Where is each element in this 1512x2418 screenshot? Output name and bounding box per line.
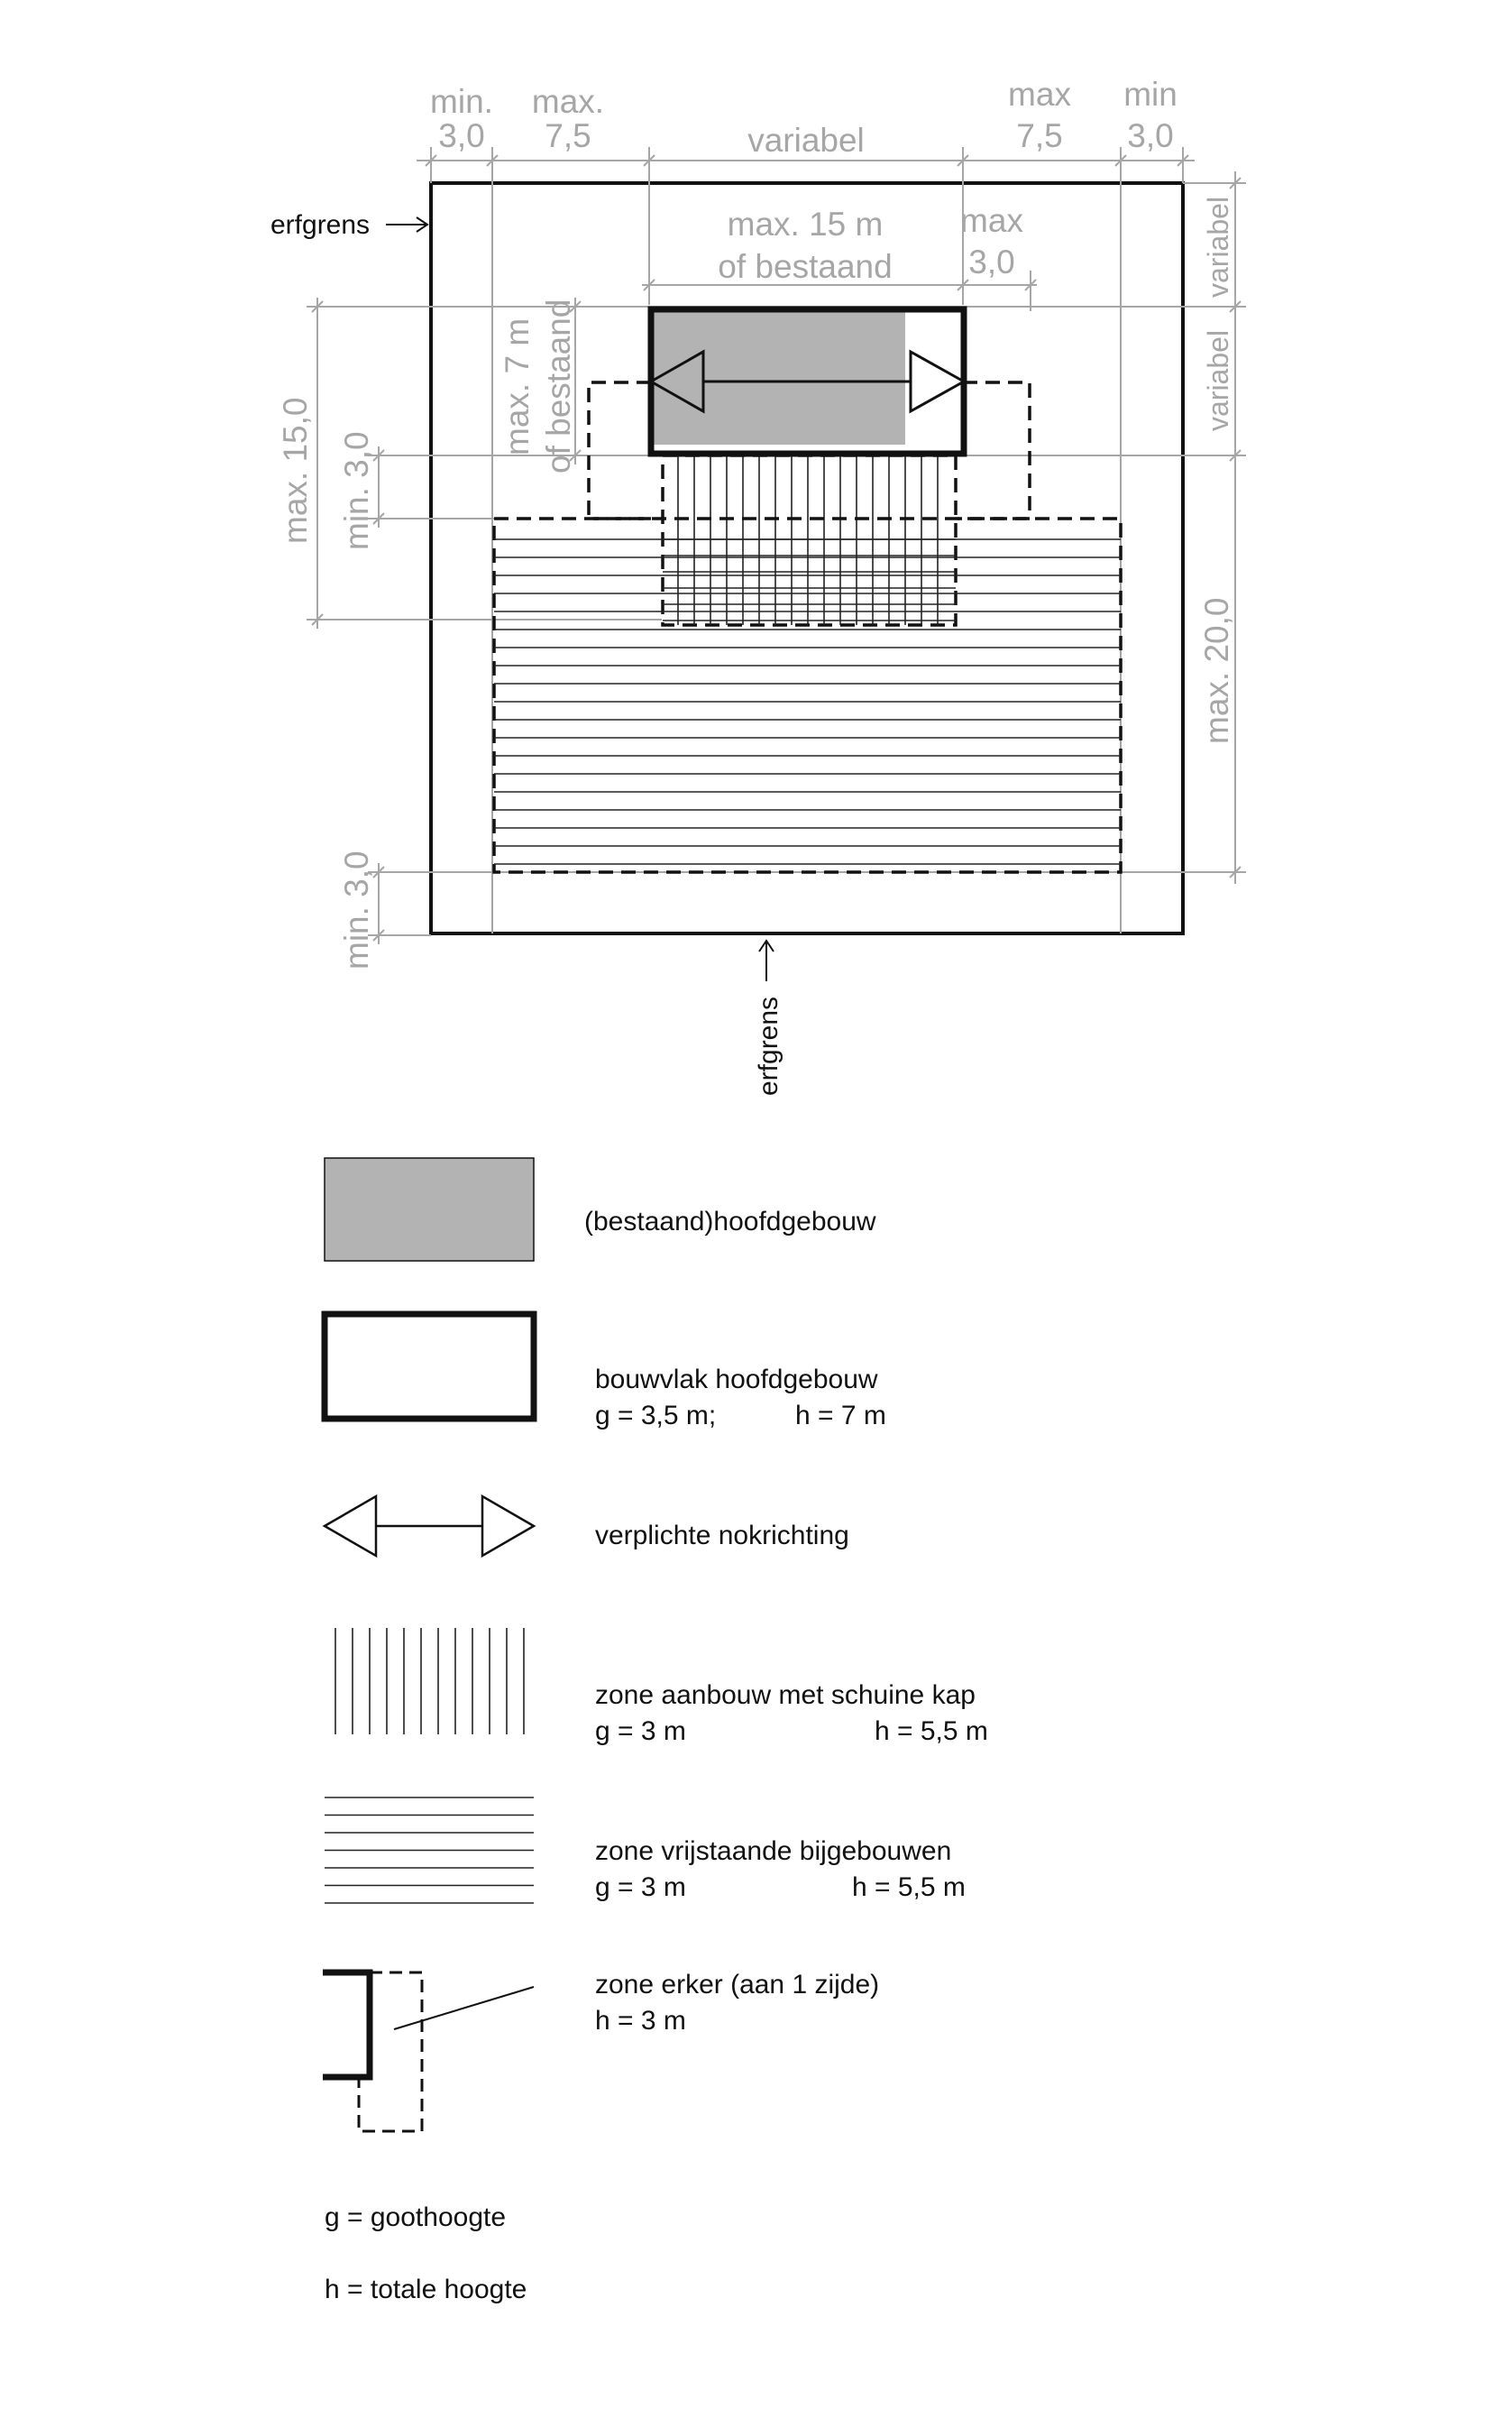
- right-top-label: variabel: [1202, 196, 1234, 298]
- legend-label-extension: zone aanbouw met schuine kap: [595, 1680, 976, 1710]
- boundary-left-label: erfgrens: [270, 210, 371, 240]
- legend-label-erker: zone erker (aan 1 zijde): [595, 1970, 880, 2000]
- legend-value-outbuilding-g: g = 3 m: [595, 1872, 686, 1902]
- top-left-max-value: 7,5: [545, 117, 591, 154]
- legend: [323, 1158, 988, 2304]
- boundary-bottom-marker: [754, 941, 783, 1096]
- site-plan: [270, 76, 1246, 1096]
- left-dimension-labels: [277, 398, 375, 970]
- legend-label-existing: (bestaand)hoofdgebouw: [584, 1207, 876, 1237]
- top-right-max-label: max: [1008, 76, 1071, 113]
- legend-swatch-thick-outline: [325, 1314, 534, 1419]
- legend-arrow-right-icon: [482, 1496, 534, 1556]
- width-label-line1: max. 15 m: [727, 206, 884, 243]
- legend-arrow-left-icon: [325, 1496, 376, 1556]
- legend-value-outbuilding-h: h = 5,5 m: [852, 1872, 966, 1902]
- legend-value-erker-h: h = 3 m: [595, 2006, 686, 2036]
- note-totale-hoogte: h = totale hoogte: [325, 2275, 527, 2304]
- right-depth-label: max. 20,0: [1198, 597, 1235, 744]
- top-dimension-labels: [430, 76, 1178, 159]
- plot-boundary: [431, 183, 1183, 933]
- note-goothoogte: g = goothoogte: [325, 2202, 507, 2232]
- legend-item-extension-zone: [335, 1628, 988, 1746]
- left-total-label: max. 15,0: [277, 397, 314, 544]
- extension-zone-vertical-hatch: [663, 455, 956, 625]
- legend-item-erker-zone: [323, 1970, 879, 2131]
- right-dimension-labels: [1198, 197, 1235, 744]
- top-right-max-value: 7,5: [1016, 117, 1063, 154]
- legend-value-extension-h: h = 5,5 m: [875, 1716, 988, 1746]
- legend-label-plane: bouwvlak hoofdgebouw: [595, 1365, 878, 1394]
- erker-max-value: 3,0: [968, 244, 1015, 280]
- top-left-min-label: min.: [430, 83, 493, 120]
- legend-item-ridge-direction: [325, 1496, 849, 1556]
- top-right-min-label: min: [1123, 76, 1178, 113]
- erker-max-label: max: [960, 202, 1023, 239]
- legend-value-extension-g: g = 3 m: [595, 1716, 686, 1746]
- width-label-line2: of bestaand: [718, 248, 893, 285]
- legend-swatch-grey: [325, 1158, 534, 1261]
- left-bottom-label: min. 3,0: [338, 850, 375, 970]
- top-right-min-value: 3,0: [1127, 117, 1174, 154]
- legend-swatch-vertical-hatch: [335, 1628, 524, 1734]
- legend-value-plane-h: h = 7 m: [795, 1401, 886, 1430]
- legend-item-building-plane: [325, 1314, 886, 1430]
- top-left-max-label: max.: [531, 83, 605, 120]
- boundary-bottom-label: erfgrens: [754, 996, 783, 1096]
- depth-label-line2: of bestaand: [540, 299, 577, 473]
- legend-swatch-erker-solid: [323, 1972, 370, 2077]
- top-left-min-value: 3,0: [438, 117, 485, 154]
- existing-main-building: [651, 309, 905, 445]
- left-front-label: min. 3,0: [338, 431, 375, 550]
- top-middle-label: variabel: [747, 122, 865, 159]
- legend-item-outbuilding-zone: [325, 1797, 966, 1903]
- depth-label-line1: max. 7 m: [499, 317, 536, 455]
- legend-label-outbuilding: zone vrijstaande bijgebouwen: [595, 1836, 952, 1866]
- legend-item-existing-building: [325, 1158, 876, 1261]
- legend-value-plane-g: g = 3,5 m;: [595, 1401, 717, 1430]
- legend-swatch-horizontal-hatch: [325, 1797, 534, 1903]
- boundary-left-marker: [270, 210, 427, 240]
- legend-label-ridge: verplichte nokrichting: [595, 1521, 849, 1550]
- right-second-label: variabel: [1202, 329, 1234, 431]
